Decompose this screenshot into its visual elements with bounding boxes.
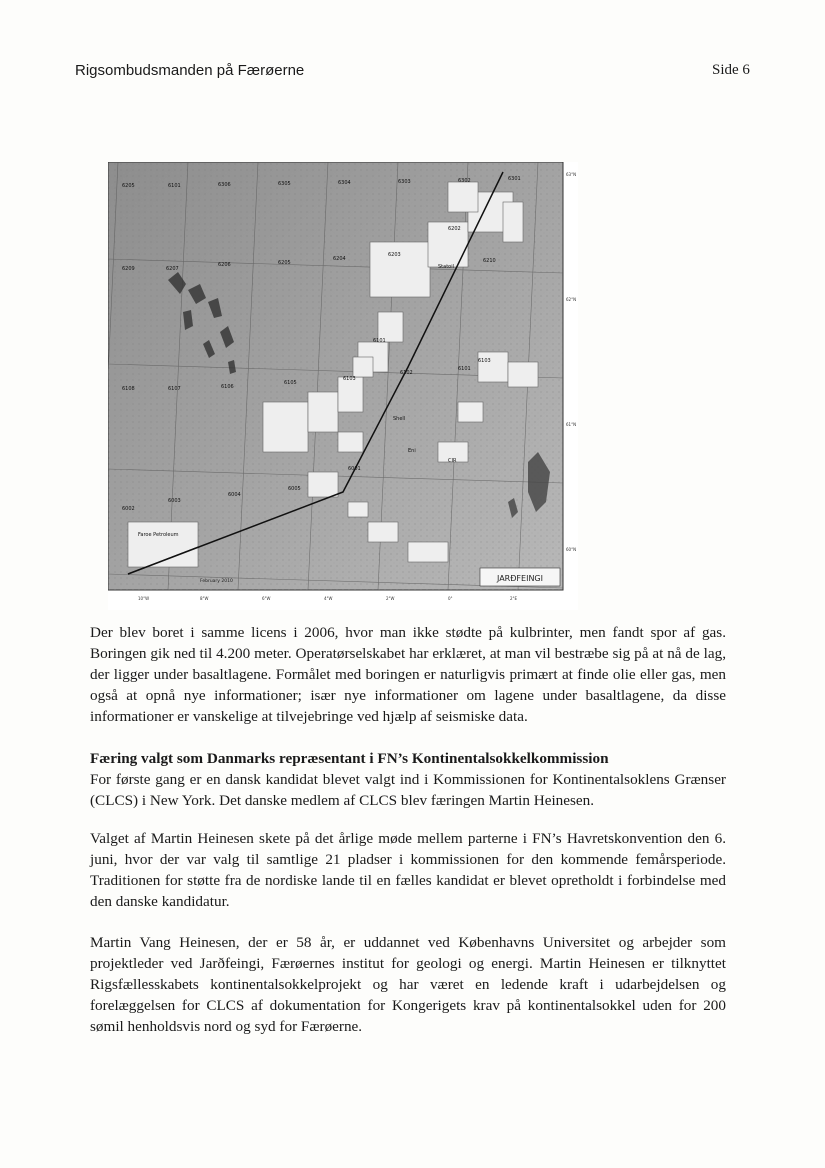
latitude-label: 62°N <box>566 297 577 302</box>
longitude-label: 10°W <box>138 596 150 601</box>
map-block-label: 6205 <box>122 183 135 189</box>
map-block-label: 6207 <box>166 266 179 272</box>
paragraph-election: Valget af Martin Heinesen skete på det årlige møde mellem parterne i FN’s Havretskonvention den 6. juni, hvor der var valg til samtlige 21 pladser i kommissionen for den kommende femårsperiode. Traditionen for støtte fra de nordiske lande til en fælles kandidat er blevet opretholdt i forbindelse med den danske kandidatur. <box>90 830 726 910</box>
longitude-label: 8°W <box>200 596 209 601</box>
map-block-label: 6205 <box>278 260 291 266</box>
map-block-label: 6002 <box>122 506 135 512</box>
map-block-label: 6305 <box>278 181 291 187</box>
map-block-label: 6203 <box>388 252 401 258</box>
map-block-label: 6210 <box>483 258 496 264</box>
longitude-label: 4°W <box>324 596 333 601</box>
map-block-label: 6101 <box>168 183 181 189</box>
map-block-label: 6101 <box>458 366 471 372</box>
map-block-label: 6202 <box>448 226 461 232</box>
map-block-label: 6301 <box>508 176 521 182</box>
map-block-label: 6003 <box>168 498 181 504</box>
map-block-label: 6209 <box>122 266 135 272</box>
paragraph-drilling: Der blev boret i samme licens i 2006, hvor man ikke stødte på kulbrinter, men fandt spor af gas. Boringen gik ned til 4.200 meter. Operatørselskabet har erklæret, at man vil bestræbe sig på at nå de lag, der ligger under basaltlagene. Formålet med boringen er naturligvis primært at finde olie eller gas, men også at opnå nye informationer; især nye informationer om lagene under basaltlagene, da disse informationer er vanskelige at tilvejebringe ved hjælp af seismiske data. <box>90 624 726 725</box>
map-block-label: 6302 <box>458 178 471 184</box>
paragraph-heinesen: Martin Vang Heinesen, der er 58 år, er uddannet ved Københavns Universitet og arbejder som projektleder ved Jarðfeingi, Færøernes institut for geologi og energi. Martin Heinesen er tilknyttet Rigsfællesskabets kontinentalsokkelprojekt og har været en ledende kraft i udarbejdelsen og forelæggelsen for CLCS af dokumentation for Kongerigets krav på kontinentalsokkel uden for 200 sømil henholdsvis nord og syd for Færøerne. <box>90 934 726 1035</box>
map-block-label: Eni <box>408 448 416 454</box>
licence-map-figure <box>108 162 578 610</box>
map-block-label: 6105 <box>284 380 297 386</box>
map-block-label: 6107 <box>168 386 181 392</box>
map-block-label: 6102 <box>400 370 413 376</box>
map-block-label: 6204 <box>333 256 346 262</box>
map-block-label: 6304 <box>338 180 351 186</box>
map-block-label: Statoil <box>438 264 454 270</box>
map-block-label: 6004 <box>228 492 241 498</box>
map-block-label: 6001 <box>348 466 361 472</box>
latitude-label: 63°N <box>566 172 577 177</box>
map-block-label: 6206 <box>218 262 231 268</box>
map-block-label: 6103 <box>343 376 356 382</box>
longitude-label: 6°W <box>262 596 271 601</box>
map-block-label: 6101 <box>373 338 386 344</box>
running-header-title: Rigsombudsmanden på Færøerne <box>75 62 305 79</box>
section-heading: Færing valgt som Danmarks repræsentant i FN’s Kontinentalsokkelkommission <box>90 750 609 767</box>
map-date: February 2010 <box>200 579 233 584</box>
longitude-label: 2°W <box>386 596 395 601</box>
map-block-label: 6306 <box>218 182 231 188</box>
longitude-label: 2°E <box>510 596 518 601</box>
latitude-label: 60°N <box>566 547 577 552</box>
map-block-label: 6005 <box>288 486 301 492</box>
map-block-label: Shell <box>393 416 406 422</box>
map-block-label: 6106 <box>221 384 234 390</box>
map-block-label: 6108 <box>122 386 135 392</box>
page-number: Side 6 <box>712 62 750 78</box>
map-block-label: CIR <box>448 458 457 464</box>
map-block-label: 6103 <box>478 358 491 364</box>
paragraph-clcs: For første gang er en dansk kandidat blevet valgt ind i Kommissionen for Kontinentalsoklens Grænser (CLCS) i New York. Det danske medlem af CLCS blev færingen Martin Heinesen. <box>90 771 726 809</box>
longitude-label: 0° <box>448 596 453 601</box>
map-block-label: Faroe Petroleum <box>138 532 179 538</box>
jardfeingi-logo: JARÐFEINGI <box>496 574 544 583</box>
latitude-label: 61°N <box>566 422 577 427</box>
map-block-label: 6303 <box>398 179 411 185</box>
